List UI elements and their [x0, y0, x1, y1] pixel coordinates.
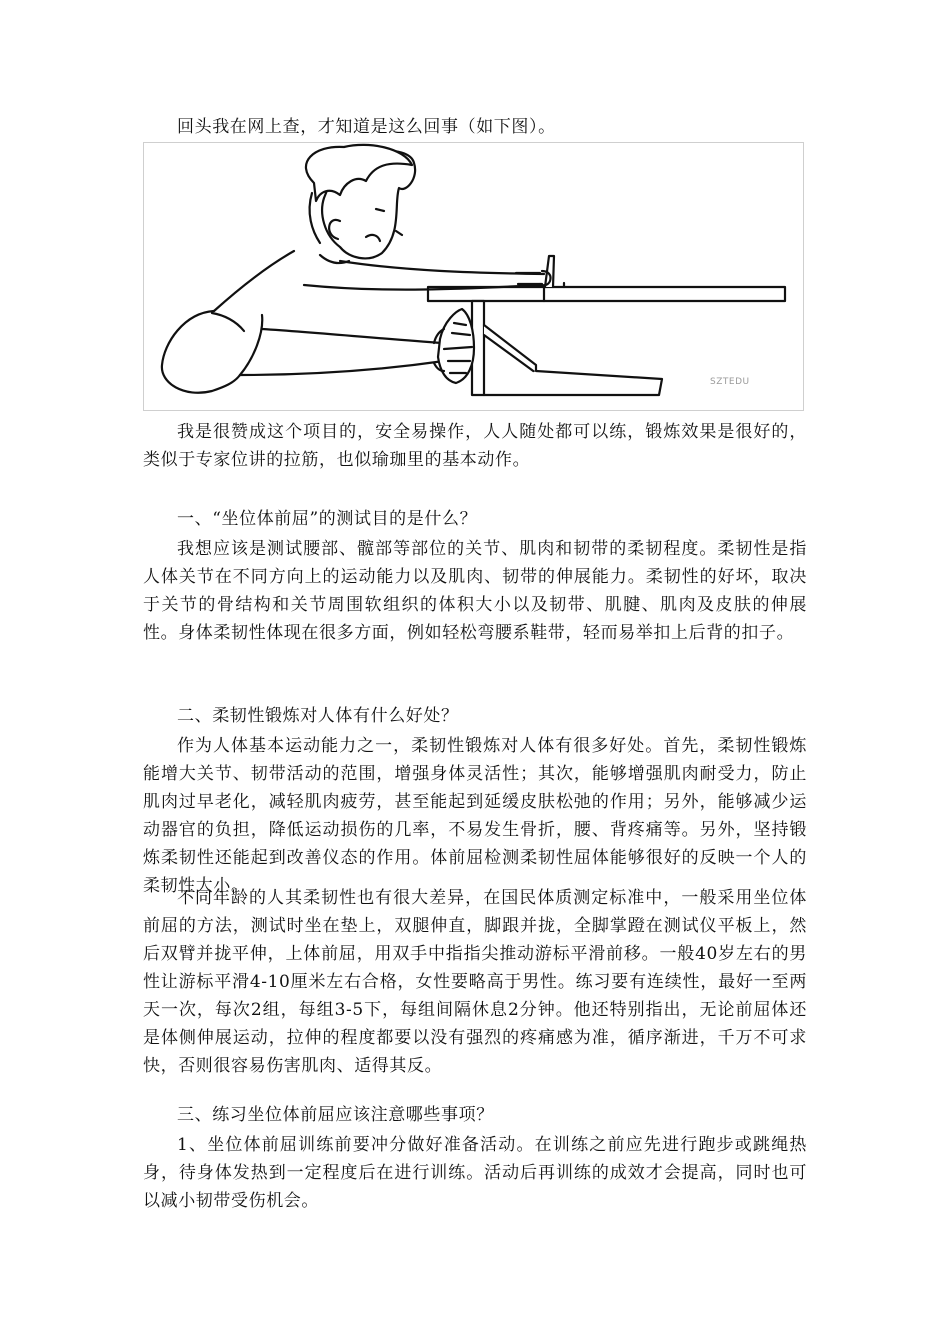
section-2-body-1: 作为人体基本运动能力之一，柔韧性锻炼对人体有很多好处。首先，柔韧性锻炼能增大关节、韧带活动的范围，增强身体灵活性；其次，能够增强肌肉耐受力，防止肌肉过早老化，减轻肌肉疲劳，甚至能起到延缓皮肤松弛的作用；另外，能够减少运动器官的负担，降低运动损伤的几率，不易发生骨折，腰、背疼痛等。另外，坚持锻炼柔韧性还能起到改善仪态的作用。体前屈检测柔韧性屈体能够很好的反映一个人的柔韧性大小。 — [143, 736, 807, 896]
shorts — [162, 311, 240, 393]
section-2-body-2: 不同年龄的人其柔韧性也有很大差异，在国民体质测定标准中，一般采用坐位体前屈的方法，测试时坐在垫上，双腿伸直，脚跟并拢，全脚掌蹬在测试仪平板上，然后双臂并拢平伸，上体前屈，用双手中指指尖推动游标平滑前移。一般40岁左右的男性让游标平滑4-10厘米左右合格，女性要略高于男性。练习要有连续性，最好一至两天一次，每次2组，每组3-5下，每组间隔休息2分钟。他还特别指出，无论前屈体还是体侧伸展运动，拉伸的程度都要以没有强烈的疼痛感为准，循序渐进，千万不可求快，否则很容易伤害肌肉、适得其反。 — [143, 888, 807, 1076]
intro-sentence: 回头我在网上查，才知道是这么回事（如下图）。 — [177, 117, 556, 137]
sit-and-reach-illustration — [143, 142, 804, 411]
sit-and-reach-drawing — [144, 143, 804, 411]
section-1-heading: 一、“坐位体前屈”的测试目的是什么？ — [177, 509, 478, 529]
section-3-body-1: 1、坐位体前屈训练前要冲分做好准备活动。在训练之前应先进行跑步或跳绳热身，待身体发热到一定程度后在进行训练。活动后再训练的成效才会提高，同时也可以减小韧带受伤机会。 — [143, 1135, 807, 1211]
section-3-heading: 三、练习坐位体前屈应该注意哪些事项？ — [177, 1105, 494, 1125]
section-2-heading: 二、柔韧性锻炼对人体有什么好处？ — [177, 706, 459, 726]
paragraph-opinion: 我是很赞成这个项目的，安全易操作，人人随处都可以练，锻炼效果是很好的，类似于专家位讲的拉筋，也似瑜珈里的基本动作。 — [143, 422, 807, 470]
measure-board — [428, 287, 785, 301]
section-1-body: 我想应该是测试腰部、髋部等部位的关节、肌肉和韧带的柔韧程度。柔韧性是指人体关节在不同方向上的运动能力以及肌肉、韧带的伸展能力。柔韧性的好坏，取决于关节的骨结构和关节周围软组织的体积大小以及韧带、肌腱、肌肉及皮肤的伸展性。身体柔韧性体现在很多方面，例如轻松弯腰系鞋带，轻而易举扣上后背的扣子。 — [143, 539, 807, 643]
base-board — [484, 371, 662, 395]
watermark-text: SZTEDU — [710, 377, 750, 387]
